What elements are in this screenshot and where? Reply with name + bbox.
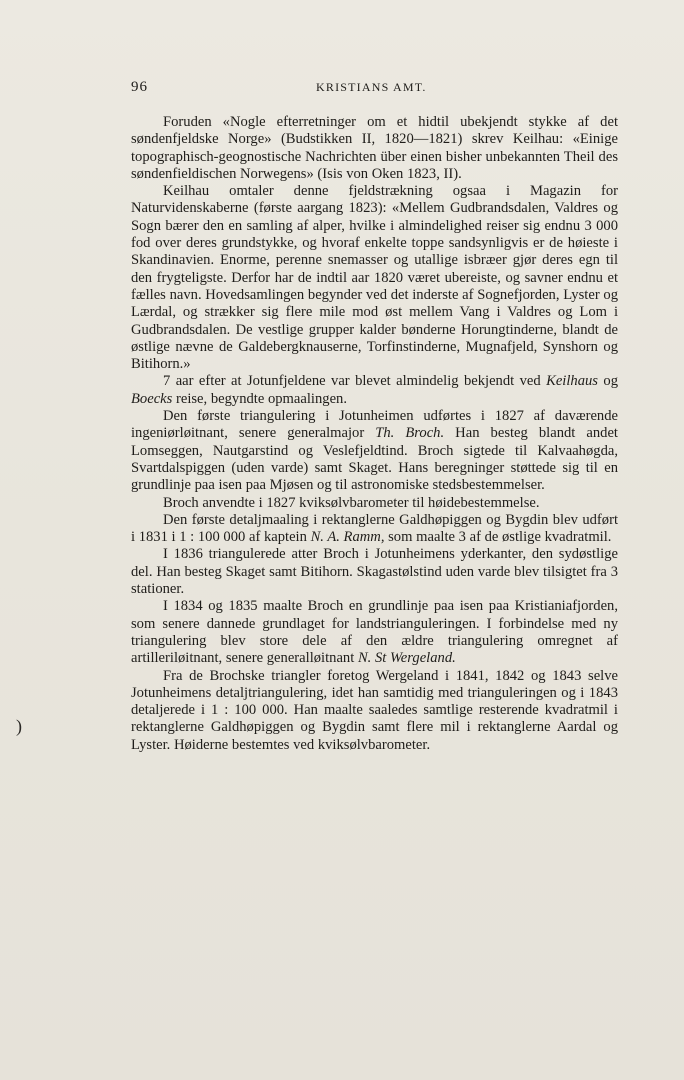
paragraph-1: Foruden «Nogle efterretninger om et hidtil ubekjendt stykke af det søndenfjeldske Norge» (Budstikken II, 1820—1821) skrev Keilhau: «Einige topographisch-geognostische Nachrichten über einen bisher unbekannten Theil des søndenfieldischen Norwegens» (Isis von Oken 1823, II). bbox=[131, 114, 618, 182]
paragraph-2: Keilhau omtaler denne fjeldstrækning ogsaa i Magazin for Naturvidenskaberne (første aargang 1823): «Mellem Gudbrandsdalen, Valdres og Sogn bærer den en samling af alper, hvilke i almindelighed reiser sig endnu 3 000 fod over deres grundstykke, og hvoraf enkelte toppe sandsynligvis er de høieste i Skandinavien. Enorme, perenne snemasser og utallige isbræer gjør deres egn til den frygteligste. Derfor har de indtil aar 1820 været ubereiste, og savner endnu et fælles navn. Hovedsamlingen begynder ved det inderste af Sognefjorden, Lyster og Lærdal, og strækker sig flere mile mod øst mellem Vang i Valdres og Lom i Gudbrandsdalen. De vestlige grupper kalder bønderne Horungtinderne, blandt de østlige nævne de Galdebergknauserne, Torfinstinderne, Mugnafjeld, Synshorn og Bitihorn.» bbox=[131, 183, 618, 373]
paragraph-3-text-a: 7 aar efter at Jotunfjeldene var blevet almindelig bekjendt ved bbox=[163, 373, 547, 390]
paragraph-7: I 1836 triangulerede atter Broch i Jotunheimens yderkanter, den sydøstlige del. Han besteg Skaget samt Bitihorn. Skagastølstind uden varde blev tilsigtet fra 3 stationer. bbox=[131, 546, 618, 598]
paragraph-6-text-b: som maalte 3 af de østlige kvadratmil. bbox=[384, 529, 612, 546]
italic-broch: Th. Broch. bbox=[375, 425, 445, 442]
paragraph-3-text-b: og bbox=[597, 373, 618, 390]
italic-ramm: N. A. Ramm, bbox=[310, 529, 385, 546]
margin-mark: ) bbox=[16, 716, 22, 736]
paragraph-6-text-a: Den første detaljmaaling i rektanglerne Galdhøpiggen og Bygdin blev udført i 1831 i 1 : 100 000 af kaptein bbox=[131, 511, 618, 546]
italic-boecks: Boecks bbox=[131, 390, 173, 407]
paragraph-4 bbox=[131, 408, 618, 494]
italic-keilhaus: Keilhaus bbox=[546, 373, 598, 390]
paragraph-8 bbox=[131, 598, 618, 667]
paragraph-4-text-a: Den første triangulering i Jotunheimen udførtes i 1827 af daværende ingeniørløitnant, senere generalmajor bbox=[131, 408, 618, 442]
running-title: KRISTIANS AMT. bbox=[316, 80, 427, 94]
paragraph-4-text-b: Han besteg blandt andet Lomseggen, Nautgarstind og Veslefjeldtind. Broch sigtede til Kalvaahøgda, Svartdalspiggen (uden varde) samt Skaget. Hans beregninger støttede sig til en grundlinje paa isen paa Mjøsen og til astronomiske stedsbestemmelser. bbox=[131, 425, 618, 494]
italic-wergeland: N. St Wergeland. bbox=[357, 650, 456, 667]
paragraph-6 bbox=[131, 512, 618, 547]
paragraph-5: Broch anvendte i 1827 kviksølvbarometer til høidebestemmelse. bbox=[163, 494, 540, 511]
body-text bbox=[131, 114, 618, 754]
paragraph-8-text-a: I 1834 og 1835 maalte Broch en grundlinje paa isen paa Kristianiafjorden, som senere dannede grundlaget for landstrianguleringen. I forbindelse med ny triangulering blev store dele af den ældre triangulering omregnet af artilleriløitnant, senere generalløitnant bbox=[131, 598, 618, 667]
paragraph-9: Fra de Brochske triangler foretog Wergeland i 1841, 1842 og 1843 selve Jotunheimens detaljtriangulering, idet han samtidig med trianguleringen og i 1843 detaljerede i 1 : 100 000. Han maalte saaledes samtlige resterende kvadratmil i rektanglerne Galdhøpiggen og Bygdin samt flere mil i rektanglerne Aardal og Lyster. Høiderne bestemtes ved kviksølvbarometer. bbox=[131, 667, 618, 753]
paragraph-3-text-c: reise, begyndte opmaalingen. bbox=[172, 390, 347, 407]
page-header bbox=[131, 79, 618, 99]
page-number: 96 bbox=[131, 79, 148, 95]
paragraph-3 bbox=[131, 373, 618, 408]
